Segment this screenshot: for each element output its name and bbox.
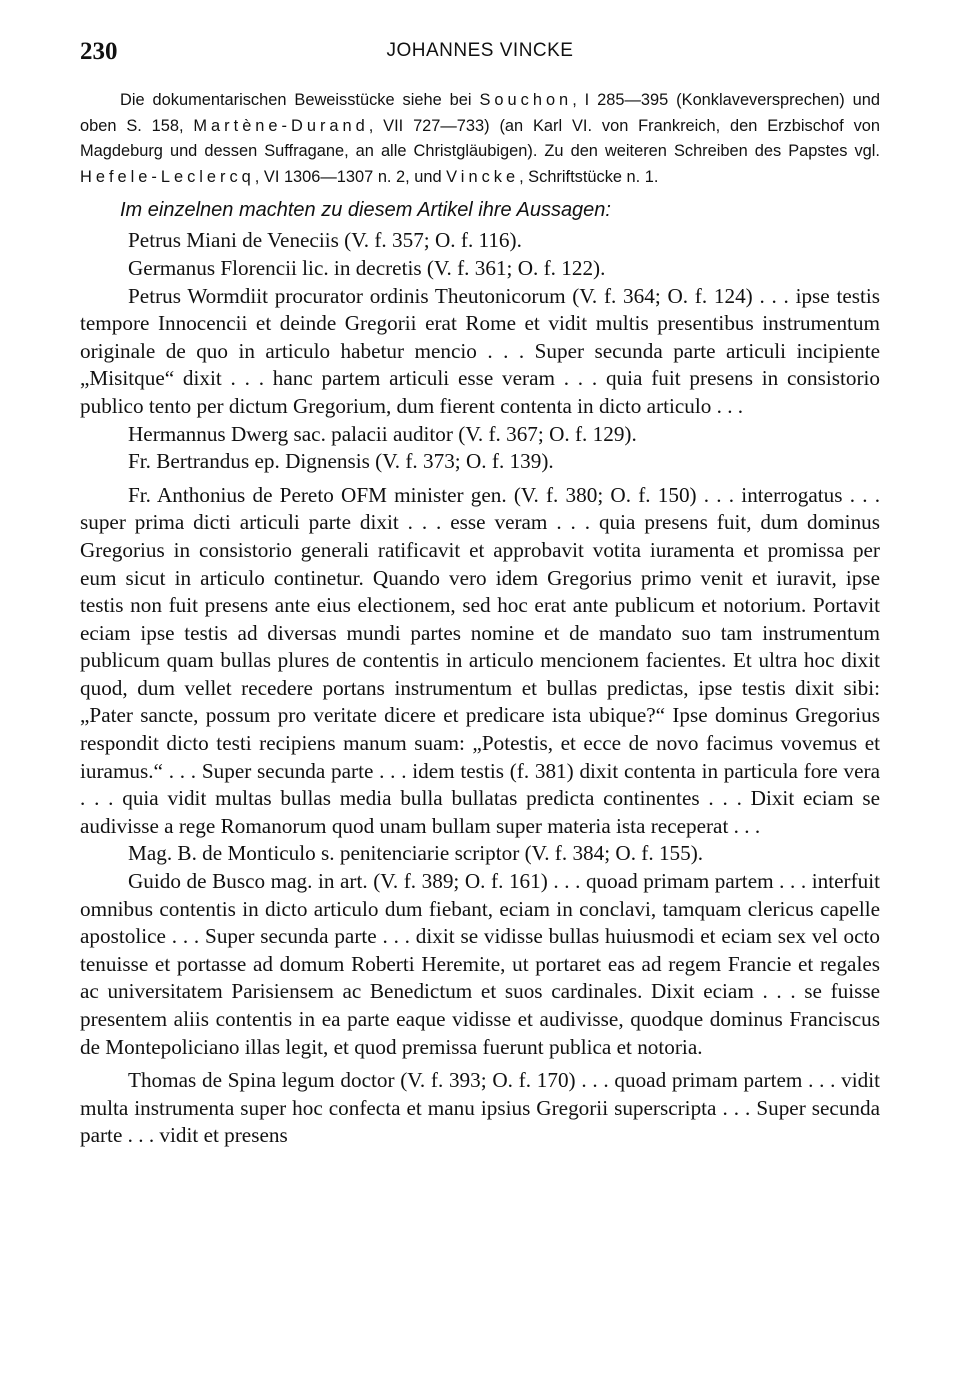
- footnote-text-1: Die dokumentarischen Beweisstücke siehe bei: [120, 91, 480, 109]
- witness-paragraph: Fr. Bertrandus ep. Dignensis (V. f. 373; O. f. 139).: [128, 449, 554, 474]
- author-hefele-leclercq: Hefele-Leclercq: [80, 167, 255, 186]
- witness-paragraph: Thomas de Spina legum doctor (V. f. 393; O. f. 170) . . . quoad primam partem . . . vidit multa instrumenta super hoc confecta et manu ipsius Gregorii superscripta . . . Super secunda parte . . . vidit et presens: [80, 1068, 880, 1148]
- author-vincke: Vincke: [446, 167, 520, 186]
- author-martene-durand: Martène-Durand: [193, 116, 369, 135]
- page-body: [80, 88, 880, 1150]
- witness-paragraph: Germanus Florencii lic. in decretis (V. f. 361; O. f. 122).: [128, 255, 606, 280]
- witness-paragraph: Guido de Busco mag. in art. (V. f. 389; O. f. 161) . . . quoad primam partem . . . interfuit omnibus contentis in dicto articulo dum fiebant, eciam in conclavi, tamquam clericus capelle apostolice . . . Super secunda parte . . . dixit se vidisse bullas huiusmodi et eciam sex vel octo tenuisse et portasse ad domum Roberti Heremite, ut portaret eas ad regem Francie et regales ac universitatem Parisiensem ac Benedictum et suos cardinales. Dixit eciam . . . se fuisse presentem aliis contentis in ea parte eaque vidisse et audivisse, quodque dominus Franciscus de Montepoliciano illas legit, et quod premissa fuerunt publica et notoria.: [80, 869, 880, 1059]
- footnote: [80, 88, 880, 190]
- footnote-text-4: , VI 1306—1307 n. 2, und: [254, 167, 447, 186]
- author-souchon: Souchon: [479, 91, 573, 109]
- witness-paragraph: Fr. Anthonius de Pereto OFM minister gen. (V. f. 380; O. f. 150) . . . interrogatus . . . super prima dicti articuli parte dixit . . . esse veram . . . quia presens fuit, dum dominus Gregorius in consistorio generali ratificavit et approbavit votita iuramenta et promissa per eum sicut in articulo continetur. Quando vero idem Gregorius primo venit et iuravit, ipse testis non fuit presens ante eius electionem, sed hoc erat ante publicum et notorium. Portavit eciam ipse testis ad diversas mundi partes nomine et de mandato suo tam instrumentum publicum quam bullas plures de contentis in articulo mencionem facientes. Et ultra hoc dixit quod, dum vellet recedere portans instrumentum et bullas predictas, ipse testis dixit sibi: „Pater sancte, possum pro veritate dicere et predicare ista ubique?“ Ipse dominus Gregorius respondit dicto testi recipiens manum suam: „Potestis, et ecce de novo facimus vovemus et iuramus.“ . . . Super secunda parte . . . idem testis (f. 381) dixit contenta in particula fore vera . . . quia vidit multas bullas media bulla bullatas predicta continentes . . . Dixit eciam se audivisse a rege Romanorum quod unam bullam super materia ista receperat . . .: [80, 482, 880, 838]
- section-intro: Im einzelnen machten zu diesem Artikel ihre Aussagen:: [120, 199, 611, 222]
- witness-paragraph: Petrus Wormdiit procurator ordinis Theutonicorum (V. f. 364; O. f. 124) . . . ipse testis tempore Innocencii et deinde Gregorii erat Rome et vidit multis presentibus instrumentum originale de quo in articulo habetur mencio . . . Super secunda parte articuli incipiente „Misitque“ dixit . . . hanc partem articuli esse veram . . . quia fuit presens in consistorio publico tento per dictum Gregorium, dum fierent contenta in dicto articulo . . .: [80, 283, 880, 418]
- page-number: 230: [80, 38, 118, 65]
- running-head: JOHANNES VINCKE: [386, 40, 574, 61]
- page-header: [80, 38, 880, 68]
- footnote-text-5: , Schriftstücke n. 1.: [519, 167, 659, 186]
- witness-paragraph: Hermannus Dwerg sac. palacii auditor (V. f. 367; O. f. 129).: [128, 421, 637, 446]
- footnote-text-2: , I 285—395 (Konklaveversprechen) und oben S. 158,: [80, 91, 880, 135]
- witness-paragraph: Mag. B. de Monticulo s. penitenciarie scriptor (V. f. 384; O. f. 155).: [128, 841, 704, 866]
- witness-paragraph: Petrus Miani de Veneciis (V. f. 357; O. f. 116).: [128, 228, 522, 253]
- footnote-text-3: , VII 727—733) (an Karl VI. von Frankreich, den Erzbischof von Magdeburg und dessen Suffragane, an alle Christgläubigen). Zu den weiteren Schreiben des Papstes vgl.: [80, 116, 880, 161]
